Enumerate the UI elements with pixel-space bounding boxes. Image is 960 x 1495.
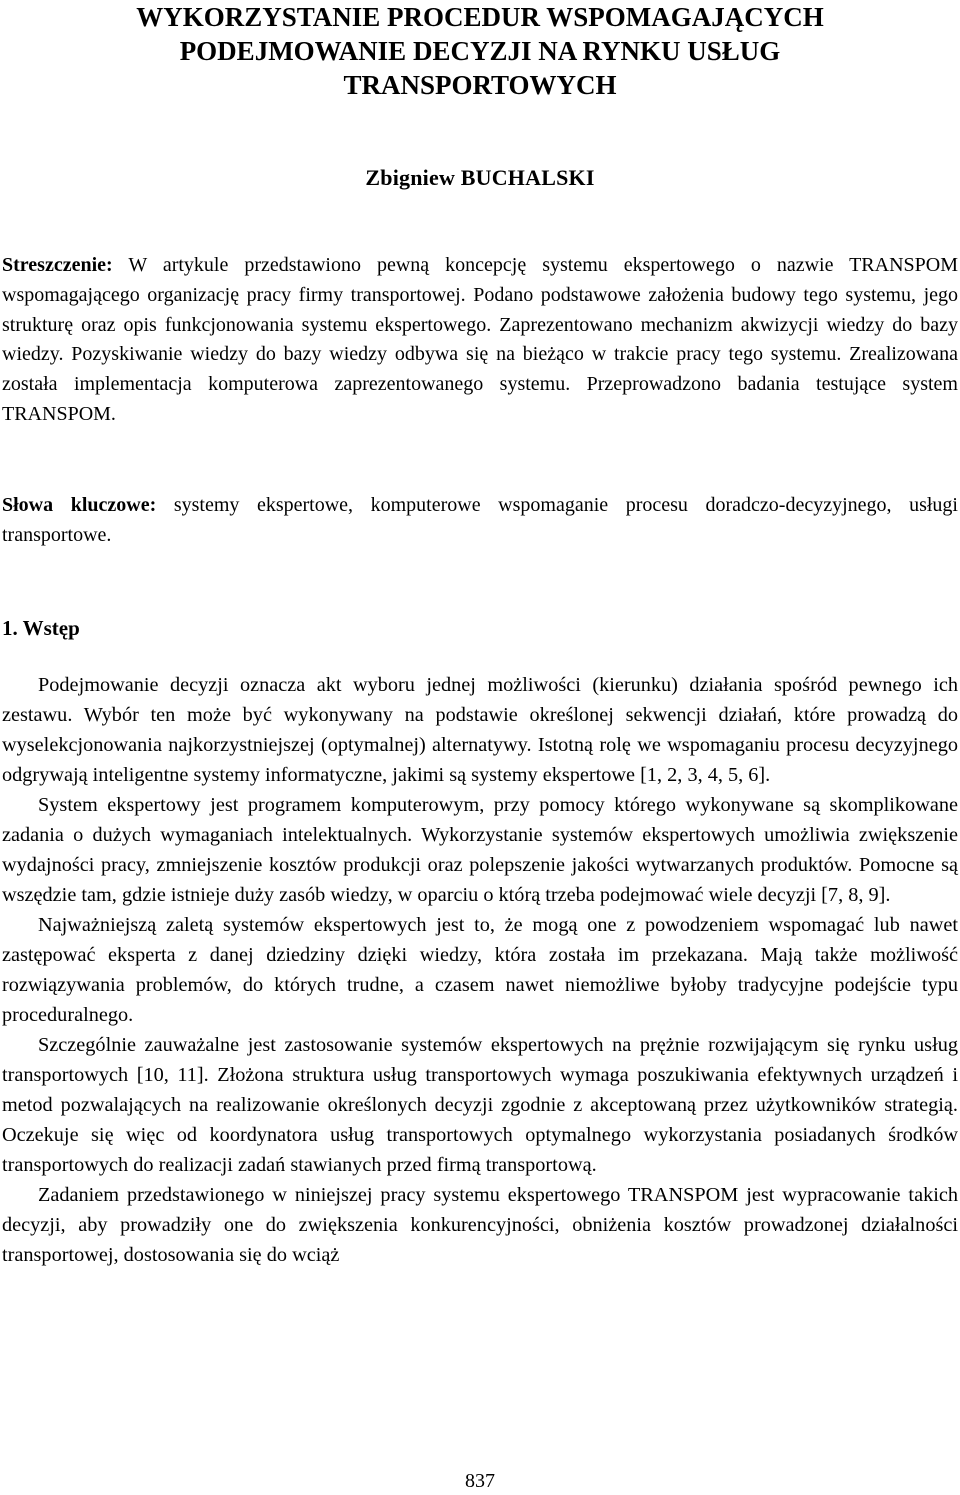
paper-title bbox=[0, 0, 960, 102]
page-number: 837 bbox=[465, 1470, 495, 1492]
section-body bbox=[2, 670, 958, 1270]
author-name: Zbigniew BUCHALSKI bbox=[365, 165, 595, 190]
body-paragraph: Najważniejszą zaletą systemów ekspertowych jest to, że mogą one z powodzeniem wspomagać lub nawet zastępować eksperta z danej dziedziny dzięki wiedzy, która została im przekazana. Mają także możliwość rozwiązywania problemów, do których trudne, a czasem nawet niemożliwe byłoby tradycyjne podejście typu proceduralnego. bbox=[2, 914, 958, 1026]
title-line: TRANSPORTOWYCH bbox=[343, 70, 617, 100]
body-paragraph: System ekspertowy jest programem komputerowym, przy pomocy którego wykonywane są skomplikowane zadania o dużych wymaganiach intelektualnych. Wykorzystanie systemów ekspertowych umożliwia zwiększenie wydajności pracy, zmniejszenie kosztów produkcji oraz polepszenie jakości wytwarzanych produktów. Pomocne są wszędzie tam, gdzie istnieje duży zasób wiedzy, w oparciu o którą trzeba podejmować wiele decyzji [7, 8, 9]. bbox=[2, 794, 958, 906]
abstract-label: Streszczenie: bbox=[2, 254, 113, 276]
keywords-label: Słowa kluczowe: bbox=[2, 494, 157, 516]
body-paragraph: Podejmowanie decyzji oznacza akt wyboru jednej możliwości (kierunku) działania spośród pewnego ich zestawu. Wybór ten może być wykonywany na podstawie określonej sekwencji działań, które prowadzą do wyselekcjonowania najkorzystniejszej (optymalnej) alternatywy. Istotną rolę we wspomaganiu procesu decyzyjnego odgrywają inteligentne systemy informatyczne, jakimi są systemy ekspertowe [1, 2, 3, 4, 5, 6]. bbox=[2, 674, 958, 786]
body-paragraph: Zadaniem przedstawionego w niniejszej pracy systemu ekspertowego TRANSPOM jest wypracowanie takich decyzji, aby prowadziły one do zwiększenia konkurencyjności, obniżenia kosztów prowadzonej działalności transportowej, dostosowania się do wciąż bbox=[2, 1184, 958, 1266]
body-paragraph: Szczególnie zauważalne jest zastosowanie systemów ekspertowych na prężnie rozwijającym się rynku usług transportowych [10, 11]. Złożona struktura usług transportowych wymaga poszukiwania efektywnych urządzeń i metod pozwalających na realizowanie określonych decyzji zgodnie z akceptowaną przez użytkowników strategią. Oczekuje się więc od koordynatora usług transportowych optymalnego wykorzystania posiadanych środków transportowych do realizacji zadań stawianych przed firmą transportową. bbox=[2, 1034, 958, 1176]
abstract bbox=[2, 251, 958, 430]
abstract-text: W artykule przedstawiono pewną koncepcję systemu ekspertowego o nazwie TRANSPOM wspomagającego organizację pracy firmy transportowej. Podano podstawowe założenia budowy tego systemu, jego strukturę oraz opis funkcjonowania systemu ekspertowego. Zaprezentowano mechanizm akwizycji wiedzy do bazy wiedzy. Pozyskiwanie wiedzy do bazy wiedzy odbywa się na bieżąco w trakcie pracy tego systemu. Zrealizowana została implementacja komputerowa zaprezentowanego systemu. Przeprowadzono badania testujące system TRANSPOM. bbox=[2, 254, 958, 425]
keywords-text: systemy ekspertowe, komputerowe wspomaganie procesu doradczo-decyzyjnego, usługi transportowe. bbox=[2, 494, 958, 546]
title-line: PODEJMOWANIE DECYZJI NA RYNKU USŁUG bbox=[179, 36, 781, 66]
section-heading: 1. Wstęp bbox=[2, 616, 80, 640]
keywords bbox=[2, 491, 958, 551]
title-line: WYKORZYSTANIE PROCEDUR WSPOMAGAJĄCYCH bbox=[136, 2, 824, 32]
